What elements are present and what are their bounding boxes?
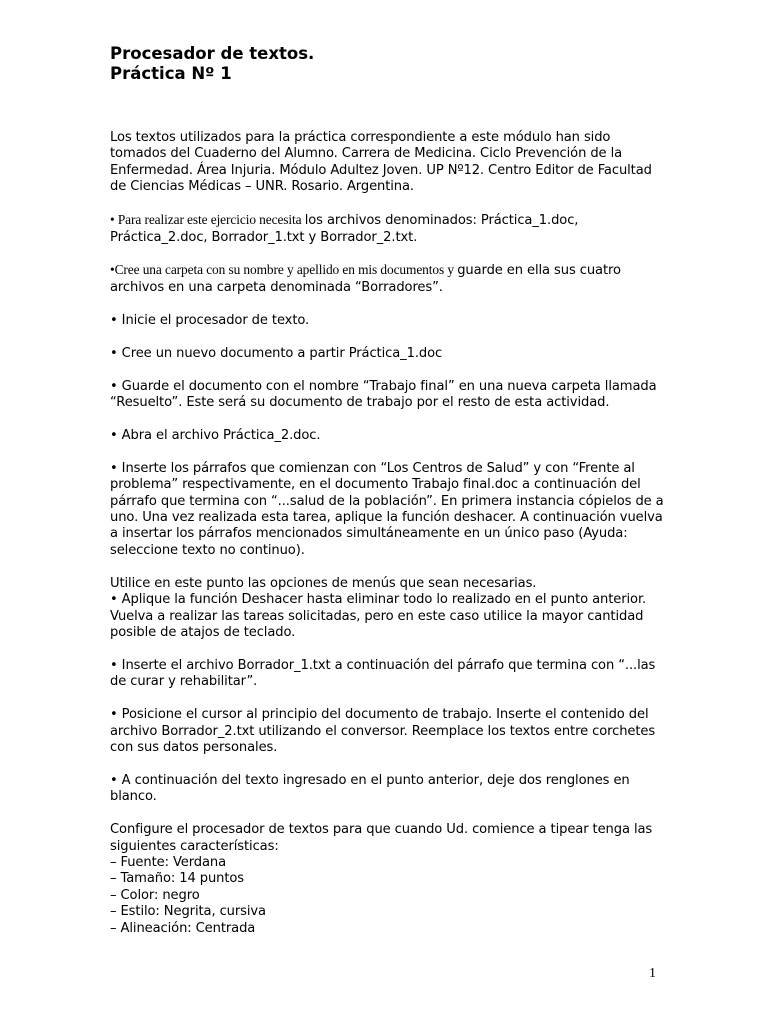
document-body — [110, 130, 670, 937]
title-line-1: Procesador de textos. — [110, 44, 315, 63]
paragraph-new-document: • Cree un nuevo documento a partir Práctica_1.doc — [110, 345, 443, 361]
paragraph-save-document: • Guarde el documento con el nombre “Trabajo final” en una nueva carpeta llamada “Resuelto”. Este será su documento de trabajo por el resto de esta actividad. — [110, 378, 657, 410]
document-title — [110, 44, 670, 84]
document-page — [110, 44, 670, 937]
create-folder-text: guarde en ella sus cuatro archivos en una carpeta denominada “Borradores”. — [110, 263, 621, 295]
page-number: 1 — [649, 966, 656, 981]
paragraph-position-cursor: • Posicione el cursor al principio del documento de trabajo. Inserte el contenido del archivo Borrador_2.txt utilizando el conversor. Reemplace los textos entre corchetes con sus datos personales. — [110, 707, 656, 755]
settings-list — [110, 855, 670, 937]
paragraph-configure: Configure el procesador de textos para que cuando Ud. comience a tipear tenga las siguientes características: — [110, 822, 653, 854]
intro-paragraph: Los textos utilizados para la práctica correspondiente a este módulo han sido tomados del Cuaderno del Alumno. Carrera de Medicina. Ciclo Prevención de la Enfermedad. Área Injuria. Módulo Adultez Joven. UP Nº12. Centro Editor de Facultad de Ciencias Médicas – UNR. Rosario. Argentina. — [110, 130, 652, 195]
paragraph-open-file: • Abra el archivo Práctica_2.doc. — [110, 427, 321, 443]
create-folder-lead: •Cree una carpeta con su nombre y apellido en mis documentos y — [110, 262, 458, 278]
list-item: – Tamaño: 14 puntos — [110, 871, 245, 887]
required-files-lead: • Para realizar este ejercicio necesita — [110, 212, 305, 228]
required-files-text: los archivos denominados: Práctica_1.doc, Práctica_2.doc, Borrador_1.txt y Borrador_2.txt. — [110, 213, 579, 245]
paragraph-create-folder — [110, 262, 670, 296]
paragraph-undo: • Aplique la función Deshacer hasta eliminar todo lo realizado en el punto anterior. Vuelva a realizar las tareas solicitadas, pero en este caso utilice la mayor cantidad posible de atajos de teclado. — [110, 592, 647, 640]
paragraph-start-processor: • Inicie el procesador de texto. — [110, 312, 310, 328]
list-item: – Color: negro — [110, 887, 200, 903]
title-line-2: Práctica Nº 1 — [110, 64, 232, 83]
list-item: – Fuente: Verdana — [110, 855, 227, 870]
paragraph-insert-paragraphs: • Inserte los párrafos que comienzan con “Los Centros de Salud” y con “Frente al problema” respectivamente, en el documento Trabajo final.doc a continuación del párrafo que termina con “...salud de la población”. En primera instancia cópielos de a uno. Una vez realizada esta tarea, aplique la función deshacer. A continuación vuelva a insertar los párrafos mencionados simultáneamente en un único paso (Ayuda: seleccione texto no continuo). — [110, 460, 664, 558]
list-item: – Alineación: Centrada — [110, 920, 256, 936]
paragraph-required-files — [110, 212, 670, 246]
list-item: – Estilo: Negrita, cursiva — [110, 904, 266, 920]
paragraph-menu-options: Utilice en este punto las opciones de menús que sean necesarias. — [110, 575, 537, 591]
paragraph-blank-lines: • A continuación del texto ingresado en el punto anterior, deje dos renglones en blanco. — [110, 772, 630, 805]
paragraph-insert-file: • Inserte el archivo Borrador_1.txt a continuación del párrafo que termina con “...las de curar y rehabilitar”. — [110, 657, 656, 690]
